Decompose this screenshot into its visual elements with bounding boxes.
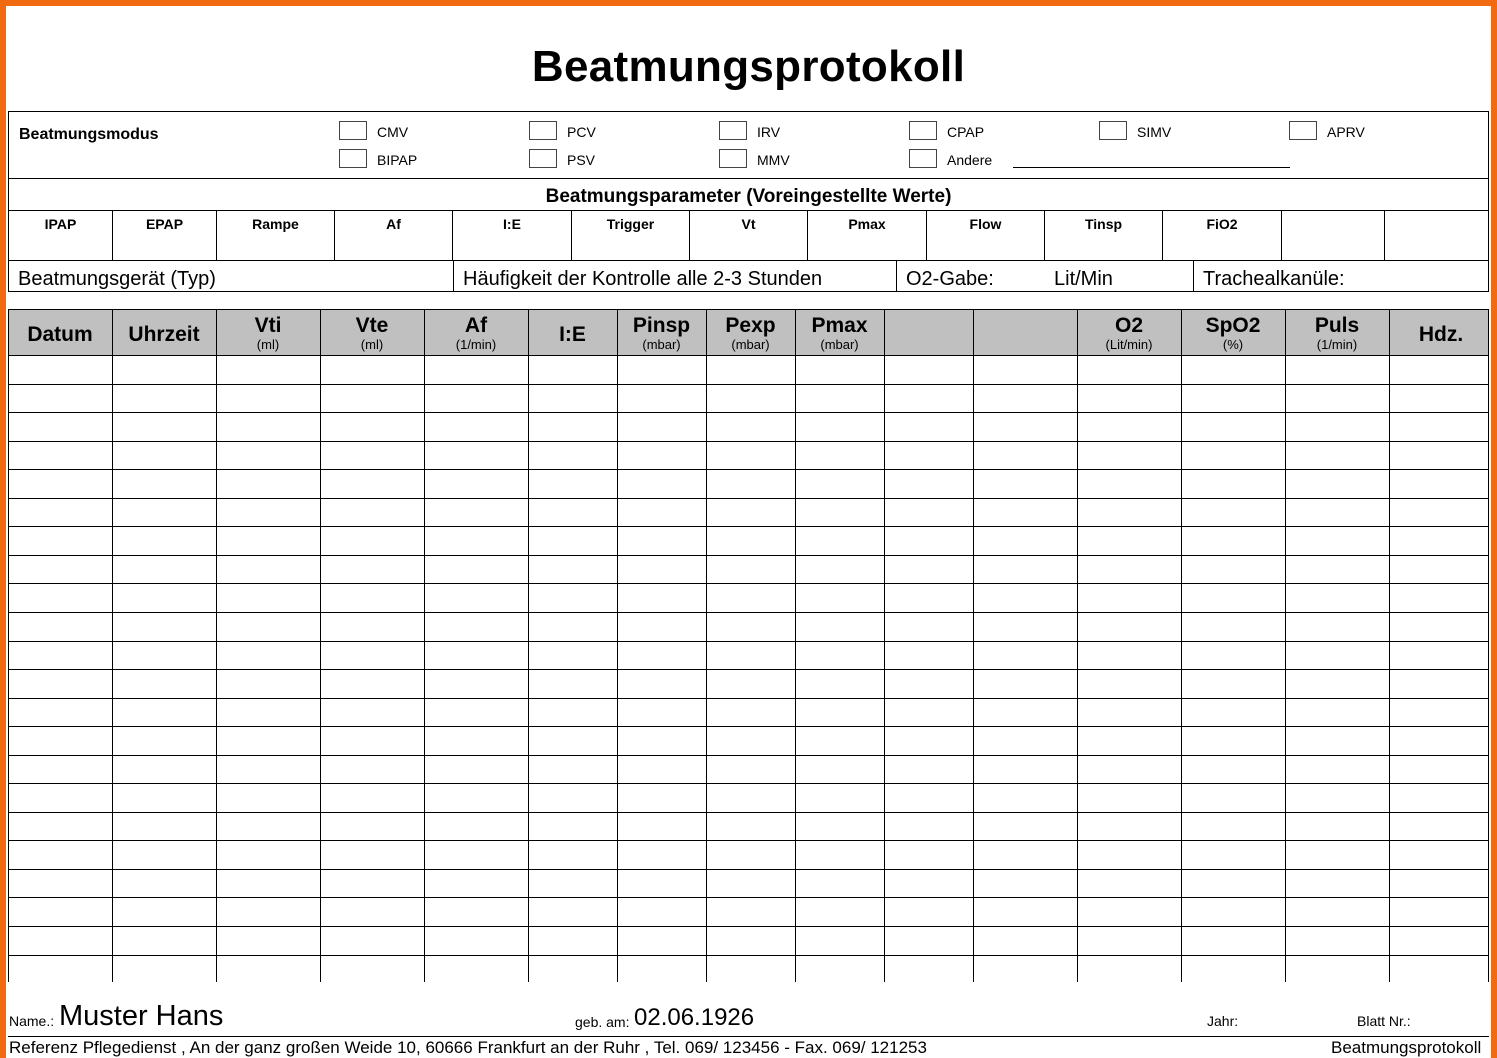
table-column-header — [424, 309, 528, 355]
checkbox-other[interactable] — [909, 149, 937, 168]
column-header-unit: (Lit/min) — [1105, 337, 1153, 352]
year-label: Jahr: — [1207, 1013, 1239, 1029]
column-header-label: Pexp — [725, 314, 776, 337]
birth-date-value[interactable]: 02.06.1926 — [634, 1004, 755, 1031]
column-header-label: Datum — [27, 323, 93, 346]
checkbox-aprv[interactable] — [1289, 121, 1317, 140]
param-cell-extra-1[interactable] — [1282, 211, 1385, 260]
column-header-label: Hdz. — [1418, 323, 1464, 346]
care-service-address: Referenz Pflegedienst , An der ganz großen Weide 10, 60666 Frankfurt an der Ruhr , Tel. 069/ 123456 - Fax. 069/ 121253 — [9, 1038, 927, 1057]
ventilation-mode-section — [8, 111, 1489, 178]
param-cell-epap[interactable]: EPAP — [113, 211, 217, 260]
parameters-row — [9, 211, 1488, 261]
patient-name[interactable]: Muster Hans — [59, 1000, 224, 1032]
column-header-unit: (mbar) — [820, 337, 859, 352]
param-cell-ie[interactable]: I:E — [453, 211, 572, 260]
mode-option-label: PSV — [567, 152, 596, 168]
mode-option-label: MMV — [757, 152, 790, 168]
param-cell-ipap[interactable]: IPAP — [9, 211, 113, 260]
column-header-unit: (ml) — [360, 337, 384, 352]
column-header-unit: (mbar) — [731, 337, 770, 352]
table-column-header — [8, 309, 112, 355]
table-column-header — [973, 309, 1077, 355]
column-header-unit: (%) — [1222, 337, 1244, 352]
o2-supply-label: O2-Gabe: — [906, 268, 994, 290]
parameters-title: Beatmungsparameter (Voreingestellte Werte) — [9, 179, 1488, 211]
device-info-row — [9, 261, 1488, 291]
column-header-label: I:E — [559, 323, 586, 346]
mode-option-label: SIMV — [1137, 124, 1172, 140]
tracheal-cannula-field[interactable]: Trachealkanüle: — [1203, 268, 1345, 290]
sheet-number-label: Blatt Nr.: — [1357, 1013, 1411, 1029]
param-cell-tinsp[interactable]: Tinsp — [1045, 211, 1163, 260]
param-cell-extra-2[interactable] — [1385, 211, 1488, 260]
footer-divider — [8, 1036, 1489, 1037]
mode-option-label: CMV — [377, 124, 409, 140]
column-header-label: Puls — [1314, 314, 1360, 337]
mode-option-label: Andere — [947, 152, 993, 168]
checkbox-irv[interactable] — [719, 121, 747, 140]
mode-option-label: BIPAP — [377, 152, 418, 168]
o2-supply-field[interactable] — [897, 261, 1194, 291]
page-title: Beatmungsprotokoll — [531, 42, 966, 91]
table-column-header — [320, 309, 424, 355]
measurement-table-grid — [8, 309, 1489, 982]
column-header-unit: (1/min) — [455, 337, 497, 352]
name-label: Name.: — [9, 1013, 55, 1029]
param-cell-vt[interactable]: Vt — [690, 211, 808, 260]
ventilation-parameters-section — [8, 178, 1489, 292]
device-type-field[interactable]: Beatmungsgerät (Typ) — [9, 261, 454, 291]
checkbox-simv[interactable] — [1099, 121, 1127, 140]
table-column-header — [1389, 309, 1493, 355]
table-column-header — [884, 309, 973, 355]
mode-option-label: PCV — [567, 124, 596, 140]
table-column-header — [1285, 309, 1389, 355]
checkbox-mmv[interactable] — [719, 149, 747, 168]
checkbox-cpap[interactable] — [909, 121, 937, 140]
mode-option-label: IRV — [757, 124, 781, 140]
table-column-header — [216, 309, 320, 355]
o2-unit-label: Lit/Min — [1054, 268, 1113, 290]
mode-option-label: CPAP — [947, 124, 985, 140]
column-header-label: O2 — [1114, 314, 1143, 337]
table-column-header — [112, 309, 216, 355]
column-header-label: Vte — [355, 314, 389, 337]
column-header-label: Pinsp — [632, 314, 691, 337]
checkbox-cmv[interactable] — [339, 121, 367, 140]
check-frequency-field[interactable]: Häufigkeit der Kontrolle alle 2-3 Stunden — [454, 261, 897, 291]
param-cell-trigger[interactable]: Trigger — [572, 211, 690, 260]
column-header-label: Vti — [254, 314, 282, 337]
param-cell-flow[interactable]: Flow — [927, 211, 1045, 260]
document-name: Beatmungsprotokoll — [1331, 1038, 1482, 1057]
param-cell-pmax[interactable]: Pmax — [808, 211, 927, 260]
column-header-unit: (ml) — [256, 337, 280, 352]
column-header-unit: (1/min) — [1316, 337, 1358, 352]
param-cell-rampe[interactable]: Rampe — [217, 211, 335, 260]
table-column-header — [617, 309, 706, 355]
param-cell-af[interactable]: Af — [335, 211, 453, 260]
table-column-header — [528, 309, 617, 355]
column-header-label: SpO2 — [1205, 314, 1261, 337]
other-mode-line[interactable] — [1013, 167, 1290, 168]
birth-date-label: geb. am: — [575, 1014, 630, 1030]
column-header-label: Pmax — [811, 314, 868, 337]
param-cell-fio2[interactable]: FiO2 — [1163, 211, 1282, 260]
table-column-header — [1181, 309, 1285, 355]
checkbox-bipap[interactable] — [339, 149, 367, 168]
ventilation-mode-label: Beatmungsmodus — [19, 126, 159, 143]
table-column-header — [706, 309, 795, 355]
checkbox-psv[interactable] — [529, 149, 557, 168]
checkbox-pcv[interactable] — [529, 121, 557, 140]
table-column-header — [795, 309, 884, 355]
column-header-label: Af — [464, 314, 488, 337]
mode-option-label: APRV — [1327, 124, 1365, 140]
column-header-unit: (mbar) — [642, 337, 681, 352]
measurement-table — [8, 309, 1489, 982]
table-column-header — [1077, 309, 1181, 355]
column-header-label: Uhrzeit — [128, 323, 200, 346]
